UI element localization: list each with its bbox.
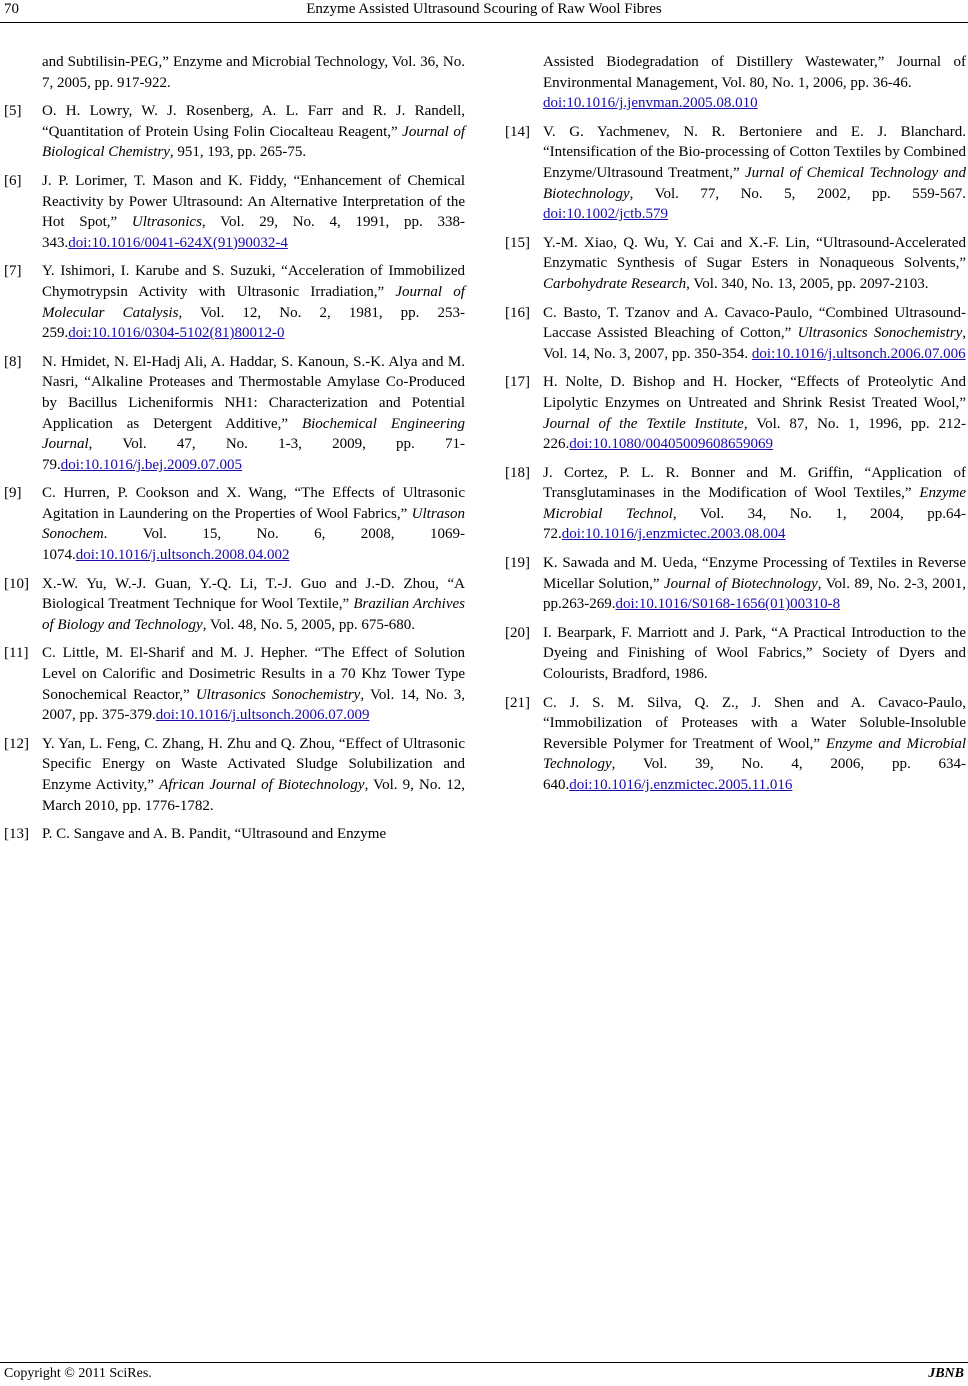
- reference-number: [21]: [505, 694, 530, 711]
- journal-title: Enzyme Microbial Technol: [543, 485, 966, 522]
- reference-entry: [4, 824, 465, 845]
- citation-text: H. Nolte, D. Bishop and H. Hocker, “Effects of Proteolytic And Lipolytic Enzymes on Untreated and Shrink Resist Treated Wool,”: [543, 374, 966, 411]
- reference-body: [42, 352, 465, 476]
- reference-entry: [4, 734, 465, 816]
- footer-rule: [0, 1362, 968, 1363]
- right-column: [505, 52, 966, 804]
- citation-text: , Vol. 29, No. 4, 1991, pp. 338-343.: [42, 214, 465, 251]
- citation-text: O. H. Lowry, W. J. Rosenberg, A. L. Farr and R. J. Randell, “Quantitation of Protein Using Folin Ciocalteau Reagent,”: [42, 103, 465, 140]
- reference-number: [8]: [4, 353, 22, 370]
- reference-number: [20]: [505, 624, 530, 641]
- reference-body: [42, 574, 465, 636]
- doi-link[interactable]: doi:10.1016/0304-5102(81)80012-0: [68, 325, 285, 342]
- doi-link[interactable]: doi:10.1016/0041-624X(91)90032-4: [68, 234, 288, 251]
- reference-list-right: [505, 122, 966, 796]
- journal-title: Brazilian Archives of Biology and Technology: [42, 596, 465, 633]
- citation-text: , Vol. 12, No. 2, 1981, pp. 253-259.: [42, 304, 466, 342]
- page-number: 70: [4, 1, 19, 17]
- reference-number: [19]: [505, 555, 530, 572]
- left-column: [4, 52, 465, 853]
- citation-text: C. J. S. M. Silva, Q. Z., J. Shen and A. Cavaco-Paulo, “Immobilization of Proteases with a Water Soluble-Insoluble Reversible Polymer for Treatment of Wool,”: [543, 694, 966, 752]
- doi-link[interactable]: doi:10.1016/j.ultsonch.2006.07.009: [155, 707, 370, 724]
- reference-entry: [4, 171, 465, 253]
- citation-text: , Vol. 47, No. 1-3, 2009, pp. 71-79.: [42, 436, 465, 473]
- reference-number: [14]: [505, 123, 530, 140]
- citation-text: C. Basto, T. Tzanov and A. Cavaco-Paulo, “Combined Ultrasound-Laccase Assisted Bleaching of Cotton,”: [543, 304, 966, 342]
- reference-entry: [505, 463, 966, 545]
- journal-title: Jurnal of Chemical Technology and Biotechnology: [543, 164, 966, 202]
- citation-text: , Vol. 36, No. 7, 2005, pp. 917-922.: [42, 54, 465, 91]
- journal-title: Enzyme and Microbial Technology: [172, 54, 385, 70]
- reference-list-left: [4, 101, 465, 845]
- reference-body: [543, 372, 966, 454]
- citation-text: X.-W. Yu, W.-J. Guan, Y.-Q. Li, T.-J. Guo and J.-D. Zhou, “A Biological Treatment Technique for Wool Textile,”: [42, 575, 465, 613]
- reference-entry: [505, 553, 966, 615]
- citation-text: Y. Ishimori, I. Karube and S. Suzuki, “Acceleration of Immobilized Chymotrypsin Activity with Ultrasonic Irradiation,”: [42, 263, 465, 300]
- citation-text: , 951, 193, pp. 265-75.: [169, 144, 307, 161]
- reference-number: [17]: [505, 374, 530, 391]
- doi-link[interactable]: doi:10.1016/j.ultsonch.2008.04.002: [75, 547, 290, 564]
- header-rule: [0, 22, 968, 23]
- journal-title: Journal of Biotechnology: [663, 575, 818, 592]
- reference-number: [11]: [4, 645, 29, 662]
- reference-body: [42, 483, 465, 565]
- citation-text: , Vol. 39, No. 4, 2006, pp. 634-640.: [543, 756, 966, 793]
- reference-body: [42, 734, 465, 816]
- reference-entry: [505, 122, 966, 225]
- citation-text: , Vol. 34, No. 1, 2004, pp.64-72.: [543, 505, 967, 543]
- doi-link[interactable]: doi:10.1016/j.ultsonch.2006.07.006: [751, 345, 966, 362]
- journal-title: Ultrasonics Sonochemistry: [195, 686, 361, 703]
- citation-text: C. Little, M. El-Sharif and M. J. Hepher. “The Effect of Solution Level on Calorific and Dosimetric Results in a 70 Khz Tower Type Sonochemical Reactor,”: [42, 645, 465, 703]
- reference-body: [42, 643, 465, 725]
- citation-text: K. Sawada and M. Ueda, “Enzyme Processing of Textiles in Reverse Micellar Solution,”: [543, 555, 966, 592]
- doi-link[interactable]: doi:10.1016/j.bej.2009.07.005: [60, 456, 242, 473]
- reference-number: [12]: [4, 735, 29, 752]
- reference-number: [6]: [4, 172, 22, 189]
- reference-number: [16]: [505, 304, 530, 321]
- reference-number: [7]: [4, 263, 22, 280]
- running-title: Enzyme Assisted Ultrasound Scouring of Raw Wool Fibres: [306, 1, 662, 17]
- reference-continuation: [4, 52, 465, 93]
- citation-text: V. G. Yachmenev, N. R. Bertoniere and E. J. Blanchard. “Intensification of the Bio-processing of Cotton Textiles by Combined Enzyme/Ultrasound Treatment,”: [543, 123, 966, 181]
- citation-text: , Vol. 340, No. 13, 2005, pp. 2097-2103.: [686, 275, 929, 292]
- reference-number: [13]: [4, 826, 29, 843]
- reference-continuation: [505, 52, 966, 114]
- citation-text: , Vol. 14, No. 3, 2007, pp. 350-354.: [543, 325, 966, 362]
- reference-entry: [4, 101, 465, 163]
- reference-entry: [505, 372, 966, 454]
- reference-body: [543, 463, 966, 545]
- journal-title: Journal of Biological Chemistry: [42, 123, 465, 161]
- doi-link[interactable]: doi:10.1016/j.enzmictec.2003.08.004: [561, 526, 786, 543]
- citation-text: , Vol. 48, No. 5, 2005, pp. 675-680.: [202, 616, 416, 633]
- reference-body: [42, 101, 465, 163]
- journal-title: Journal of Environmental Management: [543, 54, 967, 91]
- journal-abbreviation: JBNB: [928, 1366, 964, 1381]
- reference-body: [543, 553, 966, 615]
- citation-text: , Vol. 9, No. 12, March 2010, pp. 1776-1782.: [42, 777, 465, 814]
- reference-entry: [505, 233, 966, 295]
- doi-link[interactable]: doi:10.1002/jctb.579: [543, 206, 668, 223]
- reference-number: [9]: [4, 485, 22, 502]
- reference-entry: [4, 574, 465, 636]
- reference-body: [543, 623, 966, 685]
- journal-title: Journal of the Textile Institute: [543, 415, 744, 432]
- citation-text: , Vol. 80, No. 1, 2006, pp. 36-46.: [714, 74, 912, 91]
- citation-text: C. Hurren, P. Cookson and X. Wang, “The Effects of Ultrasonic Agitation in Laundering on the Properties of Wool Fabrics,”: [42, 485, 465, 522]
- journal-title: Ultrasonics Sonochemistry: [797, 325, 963, 342]
- citation-text: , Vol. 14, No. 3, 2007, pp. 375-379.: [42, 686, 465, 724]
- reference-entry: [505, 623, 966, 685]
- reference-body: [543, 303, 966, 365]
- doi-link[interactable]: doi:10.1016/j.enzmictec.2005.11.016: [569, 777, 793, 793]
- citation-text: Assisted Biodegradation of Distillery Wastewater,”: [543, 54, 897, 70]
- journal-title: Carbohydrate Research: [543, 275, 687, 292]
- citation-text: Y. Yan, L. Feng, C. Zhang, H. Zhu and Q. Zhou, “Effect of Ultrasonic Specific Energy on Waste Activated Sludge Solubilization and Enzyme Activity,”: [42, 735, 465, 793]
- doi-link[interactable]: doi:10.1080/00405009608659069: [569, 436, 774, 453]
- reference-body: [543, 693, 966, 796]
- copyright-notice: Copyright © 2011 SciRes.: [4, 1366, 152, 1381]
- citation-text: J. Cortez, P. L. R. Bonner and M. Griffin, “Application of Transglutaminases in the Modification of Wool Textiles,”: [543, 464, 966, 502]
- reference-number: [18]: [505, 464, 530, 481]
- journal-title: Ultrasonics: [131, 214, 202, 231]
- citation-text: , Vol. 77, No. 5, 2002, pp. 559-567.: [629, 185, 966, 202]
- reference-entry: [4, 261, 465, 343]
- reference-entry: [505, 693, 966, 796]
- citation-text: J. P. Lorimer, T. Mason and K. Fiddy, “Enhancement of Chemical Reactivity by Power Ultrasound: An Alternative Interpretation of the Hot Spot,”: [42, 172, 465, 231]
- reference-body: [543, 122, 966, 225]
- reference-entry: [4, 352, 465, 476]
- citation-text: I. Bearpark, F. Marriott and J. Park, “A Practical Introduction to the Dyeing and Finishing of Wool Fabrics,” Society of Dyers and Colourists, Bradford, 1986.: [543, 624, 966, 683]
- doi-link[interactable]: doi:10.1016/S0168-1656(01)00310-8: [615, 596, 841, 613]
- reference-number: [5]: [4, 103, 22, 120]
- journal-title: Ultrason Sonochem: [42, 505, 465, 543]
- citation-text: Y.-M. Xiao, Q. Wu, Y. Cai and X.-F. Lin, “Ultrasound-Accelerated Enzymatic Synthesis of Sugar Esters in Nonaqueous Solvents,”: [543, 234, 966, 272]
- journal-title: Journal of Molecular Catalysis: [42, 283, 465, 321]
- reference-body: [42, 824, 465, 845]
- reference-number: [15]: [505, 234, 530, 251]
- journal-title: African Journal of Biotechnology: [159, 777, 365, 793]
- reference-entry: [4, 643, 465, 725]
- reference-number: [10]: [4, 575, 29, 592]
- journal-title: Enzyme and Microbial Technology: [543, 735, 966, 773]
- reference-body: [543, 233, 966, 295]
- citation-text: , Vol. 89, No. 2-3, 2001, pp.263-269.: [543, 575, 967, 613]
- doi-link[interactable]: doi:10.1016/j.jenvman.2005.08.010: [543, 95, 758, 112]
- citation-text: . Vol. 15, No. 6, 2008, 1069-1074.: [42, 526, 465, 564]
- citation-text: N. Hmidet, N. El-Hadj Ali, A. Haddar, S. Kanoun, S.-K. Alya and M. Nasri, “Alkaline Proteases and Thermostable Amylase Co-Produced by Bacillus Licheniformis NH1: Characterization and Potential Application as Detergent Additive,”: [42, 353, 465, 432]
- journal-title: Biochemical Engineering Journal: [42, 415, 465, 453]
- reference-entry: [505, 303, 966, 365]
- page-footer: [0, 1362, 968, 1386]
- page-header: [0, 0, 968, 26]
- reference-entry: [4, 483, 465, 565]
- reference-body: [42, 171, 465, 253]
- reference-body: [42, 261, 465, 343]
- citation-text: P. C. Sangave and A. B. Pandit, “Ultrasound and Enzyme: [42, 826, 387, 843]
- citation-text: and Subtilisin-PEG,”: [42, 54, 173, 70]
- citation-text: , Vol. 87, No. 1, 1996, pp. 212-226.: [543, 415, 966, 453]
